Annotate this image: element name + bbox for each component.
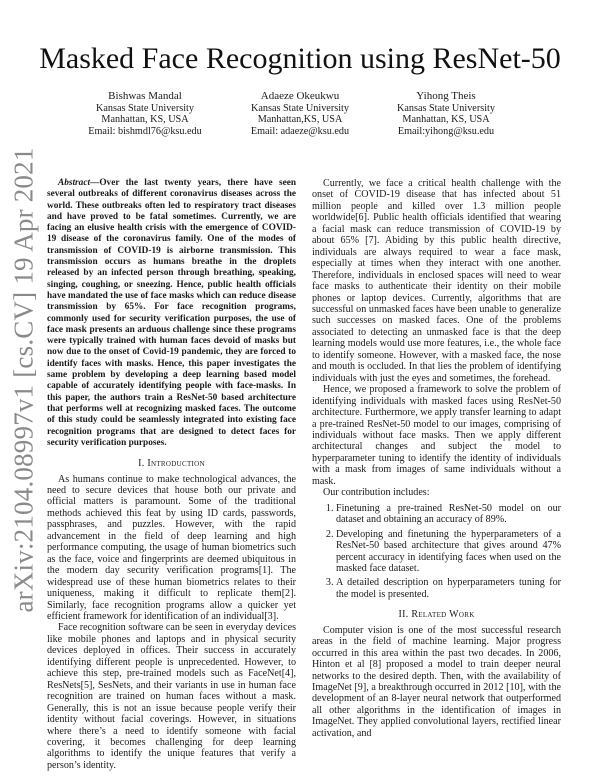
contribution-item: 3. A detailed description on hyperparameters tuning for the model is presented.: [336, 577, 561, 600]
author-name: Adaeze Okeukwu: [260, 90, 340, 102]
author-name: Bishwas Mandal: [108, 90, 182, 102]
related-paragraph-1: Computer vision is one of the most successful research areas in the field of machine learning. Major progress occurred in this area within the past two decades. In 2006, Hinton et al [8] proposed a model to train deeper neural networks to the desired depth. Then, with the availability of ImageNet [9], a breakthrough occurred in 2012 [10], with the development of an 8-layer neural network that outperformed all other algorithms in the identification of images in ImageNet. They applied convolutional layers, rectified linear activation, and: [312, 624, 561, 739]
section-heading-related-work: [312, 609, 561, 620]
abstract-text: Over the last twenty years, there have seen several outbreaks of different coronavirus diseases across the world. These outbreaks often led to respiratory tract diseases and have proved to be fatal sometimes. Currently, we are facing an elusive health crisis with the emergence of COVID-19 disease of the coronavirus family. One of the modes of transmission of COVID-19 is airborne transmission. This transmission occurs as humans breathe in the droplets released by an infected person through breathing, speaking, singing, coughing, or sneezing. Hence, public health officials have mandated the use of face masks which can reduce disease transmission by 65%. For face recognition programs, commonly used for security verification purposes, the use of face mask presents an arduous challenge since these programs were typically trained with human faces devoid of masks but now due to the onset of Covid-19 pandemic, they are forced to identify faces with masks. Hence, this paper investigates the same problem by developing a deep learning based model capable of accurately identifying people with face-masks. In this paper, the authors train a ResNet-50 based architecture that performs well at recognizing masked faces. The outcome of this study could be seamlessly integrated into existing face recognition programs that are designed to detect faces for security verification purposes.: [47, 178, 296, 448]
author-location: Manhattan,KS, USA: [257, 114, 343, 126]
author-name: Yihong Theis: [416, 90, 476, 102]
contribution-list: [312, 503, 561, 601]
section-title: Related Work: [411, 609, 475, 621]
contribution-item: 1. Finetuning a pre-trained ResNet-50 model on our dataset and obtaining an accuracy of 89%.: [336, 503, 561, 526]
section-title: Introduction: [147, 458, 205, 470]
section-number: I.: [138, 458, 145, 470]
section-heading-introduction: [47, 458, 296, 469]
author-email: Email:yihong@ksu.edu: [397, 125, 495, 137]
author-email: Email: bishmdl76@ksu.edu: [88, 125, 202, 137]
intro-paragraph-4: Hence, we proposed a framework to solve the problem of identifying individuals with masked faces using ResNet-50 architecture. Furthermore, we apply transfer learning to adapt a pre-trained ResNet-50 model to our images, comprising of individuals without face masks. Then we apply different architectural changes and subject the model to hyperparameter tuning to identify the identity of individuals with a mask from images of same individuals without a mask.: [312, 384, 561, 487]
contribution-item: 2. Developing and finetuning the hyperparameters of a ResNet-50 based architecture that gives around 47% percent accuracy in identifying faces when used on the masked face dataset.: [336, 529, 561, 575]
author-affiliation: Kansas State University: [251, 102, 349, 114]
left-column: [47, 178, 296, 771]
arxiv-sidebar-stamp: [2, 147, 46, 613]
author-affiliation: Kansas State University: [96, 102, 194, 114]
author-affiliation: Kansas State University: [397, 102, 495, 114]
contributions-lead: Our contribution includes:: [323, 487, 430, 499]
abstract-dash: —: [90, 178, 100, 188]
right-column: [312, 178, 561, 739]
abstract-label: Abstract: [58, 178, 91, 188]
intro-paragraph-3: Currently, we face a critical health challenge with the onset of COVID-19 disease that has infected about 51 million people and killed over 1.3 million people worldwide[6]. Public health officials identified that wearing a facial mask can reduce transmission of COVID-19 by about 65% [7]. Abiding by this public health directive, individuals are always required to wear a face mask, especially at times when they interact with one another. Therefore, individuals in enclosed spaces will need to wear face masks to authenticate their identity on their mobile phones or laptop devices. Currently, algorithms that are successful on unmasked faces have been unable to generalize such successes on masked faces. One of the problems associated to detecting an unmasked face is that the deep learning models would use more features, i.e., the whole face to identify someone. However, with a masked face, the nose and mouth is occluded. In that lies the problem of identifying individuals with just the eyes and sometimes, the forehead.: [312, 178, 561, 384]
author-location: Manhattan, KS, USA: [402, 114, 490, 126]
section-number: II.: [398, 609, 409, 621]
author-email: Email: adaeze@ksu.edu: [250, 125, 350, 137]
paper-title: Masked Face Recognition using ResNet-50: [39, 42, 561, 75]
abstract: [47, 178, 296, 449]
intro-paragraph-1: As humans continue to make technological advances, the need to secure devices that house both our private and official matters is paramount. Some of the traditional methods achieved this feat by using ID cards, passwords, passphrases, and puzzles. However, with the rapid advancement in the field of deep learning and high performance computing, the usage of human biometrics such as the face, voice and fingerprints are deemed ubiquitous in the modern day security verification programs[1]. The widespread use of these human biometrics relates to their uniqueness, making it difficult to replicate them[2]. Similarly, face recognition programs allow a quicker yet efficient framework for identification of an individual[3].: [47, 473, 296, 623]
intro-paragraph-2: Face recognition software can be seen in everyday devices like mobile phones and laptops and in physical security devices deployed in offices. Their success in accurately identifying different people is unprecedented. However, to achieve this step, pre-trained models such as FaceNet[4], ResNets[5], SesNets, and their variants in use in human face recognition are trained on human faces without a mask. Generally, this is not an issue because people verify their identity without facial coverings. However, in situations where there’s a need to identify someone with facial covering, it becomes challenging for deep learning algorithms to identify the unique features that verify a person’s identity.: [47, 622, 296, 771]
arxiv-identifier: arXiv:2104.08997v1 [cs.CV] 19 Apr 2021: [8, 147, 39, 613]
author-location: Manhattan, KS, USA: [101, 114, 189, 126]
author-3: [346, 91, 546, 137]
